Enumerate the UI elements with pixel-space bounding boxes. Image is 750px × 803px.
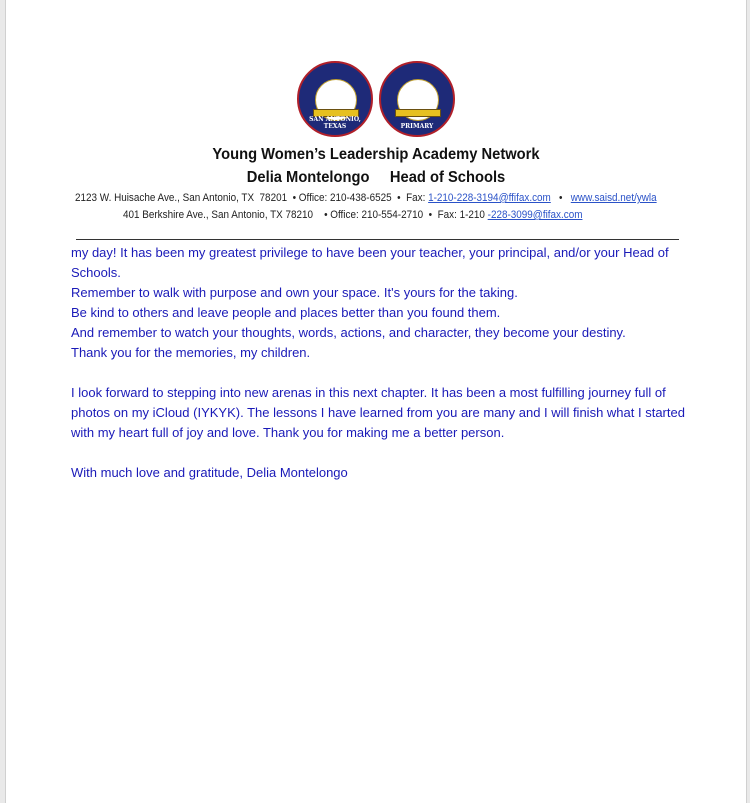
document-page — [5, 0, 747, 803]
address-line-2: 401 Berkshire Ave., San Antonio, TX 78210 • Office: 210-554-2710 • Fax: 1-210 -228-3099@fifax.com — [123, 209, 583, 221]
fax-link-1[interactable]: 1-210-228-3194@ffifax.com — [428, 192, 551, 204]
ywla-seal-logo: SAN ANTONIO, TEXAS — [297, 61, 373, 137]
body-line: Be kind to others and leave people and places better than you found them. — [71, 305, 501, 320]
name-and-title: Delia Montelongo Head of Schools — [246, 169, 506, 186]
header-divider — [76, 239, 679, 240]
body-line: Thank you for the memories, my children. — [71, 345, 311, 360]
body-line: my day! It has been my greatest privilege to have been your teacher, your principal, and/or your Head of Schools. — [71, 245, 669, 280]
fax-link-2[interactable]: -228-3099@fifax.com — [487, 209, 583, 221]
body-paragraph: I look forward to stepping into new arenas in this next chapter. It has been a most fulfilling journey full of photos on my iCloud (IYKYK). The lessons I have learned from you are many and I will finish what I started with my heart full of joy and love. Thank you for making me a better person. — [71, 385, 685, 440]
address-line-1: 2123 W. Huisache Ave., San Antonio, TX 78201 • Office: 210-438-6525 • Fax: 1-210-228-3194@ffifax.com • www.saisd.net/ywla — [75, 192, 657, 204]
ywla-primary-seal-logo: PRIMARY — [379, 61, 455, 137]
organization-name: Young Women’s Leadership Academy Network — [212, 146, 540, 163]
letter-body — [71, 243, 686, 483]
body-line: Remember to walk with purpose and own your space. It's yours for the taking. — [71, 285, 518, 300]
closing-signature: With much love and gratitude, Delia Montelongo — [71, 465, 348, 480]
website-link[interactable]: www.saisd.net/ywla — [570, 192, 657, 204]
body-line: And remember to watch your thoughts, words, actions, and character, they become your destiny. — [71, 325, 626, 340]
